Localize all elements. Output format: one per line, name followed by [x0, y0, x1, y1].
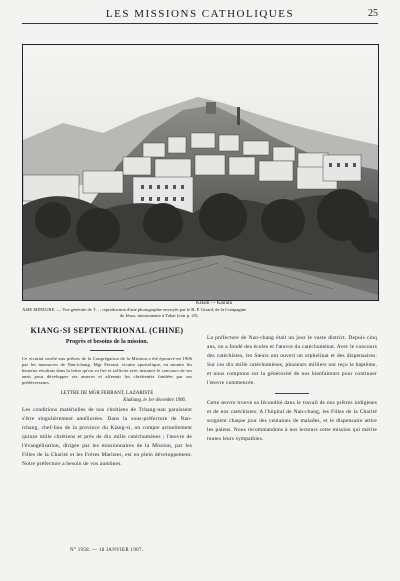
article-intro: Ce vicariat confié aux prêtres de la Congrégation de la Mission a été éprouvé en 1906 par les massacres de Nan-tchang. Mgr Ferrant, vicaire apostolique, en montre les heureux résultats dans la lettre qu'on va lire et sollicite avec instance le concours de ses amis pour développer ses œuvres et affermir les chrétientés fondées par ses prédécesseurs. [22, 356, 192, 385]
issue-footer: N° 1958. — 18 JANVIER 1907. [70, 548, 144, 553]
letter-heading: LETTRE DE MGR FERRANT, LAZARISTE [60, 391, 154, 396]
body-paragraph: Les conditions matérielles de nos chrétiens de Tchang-nan paraissent s'être singulièrement améliorées. Dans la sous-préfecture de Nan-tchang, chef-lieu de la province du Kiang-si, on compte actuellement quinze mille chrétiens et près de dix mille catéchumènes ; l'œuvre de l'évangélisation, dirigée par les missionnaires de la Mission, par les Filles de la Charité et les Frères Maristes, est en plein développement. Notre préfecture a besoin de vos aumônes. [22, 407, 192, 467]
hillside-town-illustration [23, 45, 378, 300]
right-column [207, 334, 377, 444]
article-title: KIANG-SI SEPTENTRIONAL (CHINE) [30, 326, 184, 335]
page-number: 25 [368, 8, 378, 19]
divider [275, 393, 309, 394]
article-subtitle: Progrès et besoins de la mission. [65, 339, 149, 345]
running-title: LES MISSIONS CATHOLIQUES [105, 8, 295, 20]
letter-dateline: Kiukiang, le 1er décembre 1906. [123, 398, 186, 403]
page-header [22, 7, 378, 24]
photo-caption: ASIE MINEURE. — Vue générale de T... ; reproduction d'une photographie envoyée par le R. P. Girard, de la Compagnie [22, 307, 247, 312]
town-photograph [22, 44, 379, 301]
photo-caption-top: Keladi — Kaïrafa [196, 301, 232, 306]
left-column [22, 326, 192, 469]
divider [90, 350, 124, 351]
body-paragraph: La préfecture de Nan-chang était un jour le vaste district. Depuis cinq ans, on a fondé des écoles et l'œuvre du catéchuménat. Avec le concours des catéchistes, les Sœurs ont ouvert un orphelinat et des dispensaires. Sur ces dix mille catéchumènes, plusieurs milliers ont reçu le baptême, et nous comptons sur la générosité de nos bienfaiteurs pour continuer l'œuvre commencée. [207, 335, 377, 386]
body-paragraph: Cette œuvre trouve sa fécondité dans le travail de nos prêtres indigènes et de nos catéchistes. A l'hôpital de Nan-chang, les Filles de la Charité soignent chaque jour des centaines de malades, et le dispensaire attire les païens. Nous recommandons à nos lecteurs cette mission qui mérite toutes leurs sympathies. [207, 400, 377, 442]
photo-caption-continued: de Jésus, missionnaire à Tokat (voir p. 25). [120, 313, 199, 318]
